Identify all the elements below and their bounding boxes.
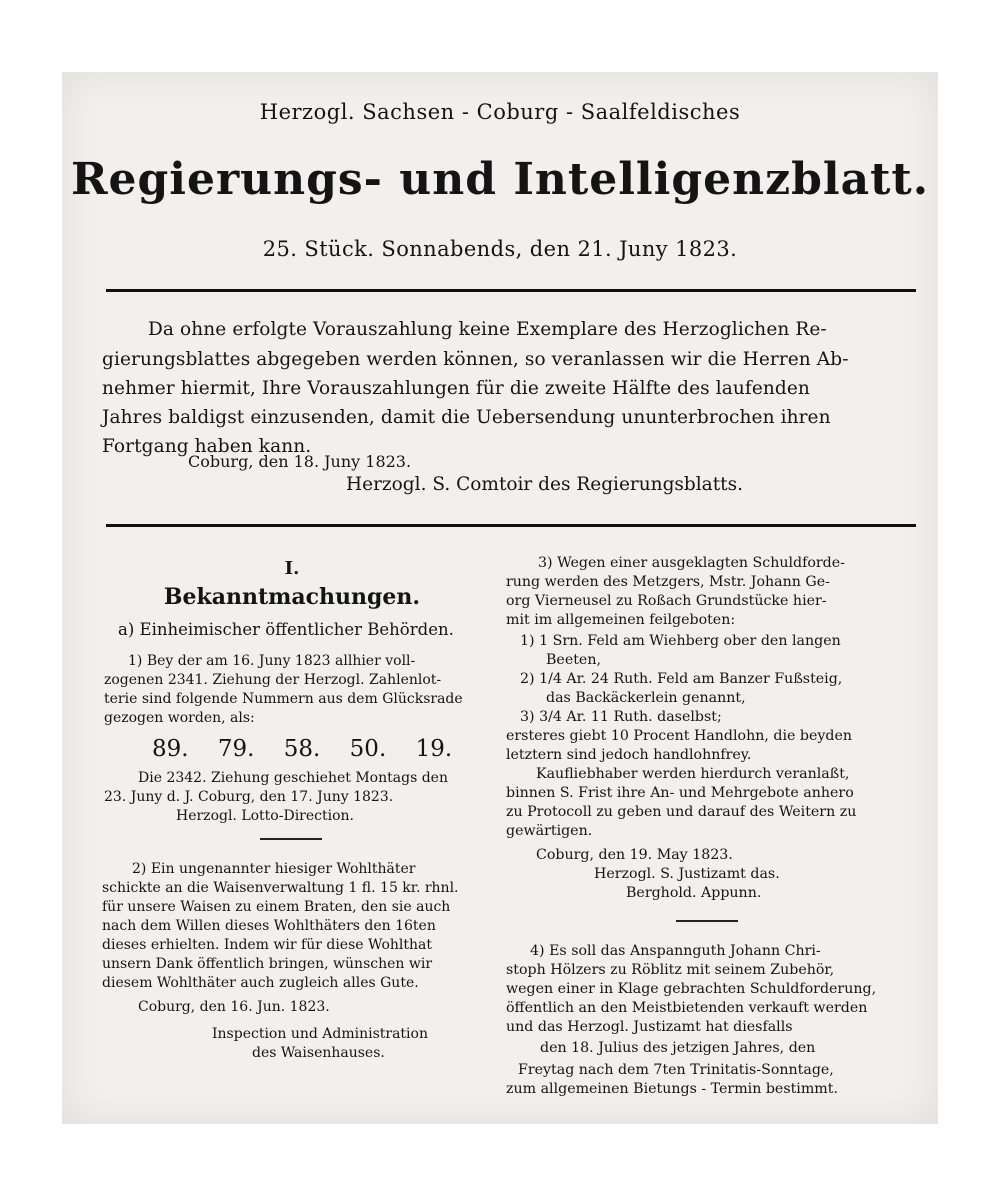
item3-after-line: zu Protocoll zu geben und darauf des Weitern zu: [506, 804, 857, 820]
item3-place-date: Coburg, den 19. May 1823.: [536, 847, 733, 863]
item3-after-line: Kaufliebhaber werden hierdurch veranlaßt,: [536, 766, 850, 782]
item3-line: rung werden des Metzgers, Mstr. Johann Ge-: [506, 574, 830, 590]
separator: [676, 920, 738, 922]
item2-place-date: Coburg, den 16. Jun. 1823.: [138, 999, 330, 1015]
masthead-rule: [106, 289, 916, 292]
item1-after-line: 23. Juny d. J. Coburg, den 17. Juny 1823.: [104, 789, 394, 805]
notice-signature: Herzogl. S. Comtoir des Regierungsblatts.: [346, 474, 743, 495]
item1-line: zogenen 2341. Ziehung der Herzogl. Zahlenlot-: [104, 672, 442, 688]
item3-after-line: binnen S. Frist ihre An- und Mehrgebote anhero: [506, 785, 854, 801]
item3-list-line: Beeten,: [546, 652, 601, 668]
notice-line: Jahres baldigst einzusenden, damit die Uebersendung ununterbrochen ihren: [102, 407, 831, 428]
item4-line: zum allgemeinen Bietungs - Termin bestimmt.: [506, 1081, 838, 1097]
item3-after-line: ersteres giebt 10 Procent Handlohn, die beyden: [506, 728, 853, 744]
notice-rule: [106, 524, 916, 527]
item3-line: mit im allgemeinen feilgeboten:: [506, 612, 736, 628]
item4-line: 4) Es soll das Anspannguth Johann Chri-: [530, 943, 821, 959]
item3-line: org Vierneusel zu Roßach Grundstücke hier-: [506, 593, 827, 609]
item3-after-line: gewärtigen.: [506, 823, 593, 839]
item2-line: schickte an die Waisenverwaltung 1 fl. 15 kr. rhnl.: [102, 880, 459, 896]
item1-line: gezogen worden, als:: [104, 710, 255, 726]
item2-line: 2) Ein ungenannter hiesiger Wohlthäter: [132, 861, 416, 877]
item4-line: wegen einer in Klage gebrachten Schuldforderung,: [506, 981, 877, 997]
item1-line: 1) Bey der am 16. Juny 1823 allhier voll-: [128, 653, 416, 669]
item4-line: Freytag nach dem 7ten Trinitatis-Sonntage,: [518, 1062, 834, 1078]
masthead-title: Regierungs- und Intelligenzblatt.: [70, 154, 930, 205]
item4-line: und das Herzogl. Justizamt hat diesfalls: [506, 1019, 793, 1035]
item2-line: dieses erhielten. Indem wir für diese Wohlthat: [102, 937, 432, 953]
lottery-number: 79.: [217, 736, 255, 762]
item4-line: stoph Hölzers zu Röblitz mit seinem Zubehör,: [506, 962, 835, 978]
item3-line: 3) Wegen einer ausgeklagten Schuldforde-: [538, 555, 845, 571]
item3-list-line: 1) 1 Srn. Feld am Wiehberg ober den langen: [520, 633, 841, 649]
item2-line: für unsere Waisen zu einem Braten, den sie auch: [102, 899, 451, 915]
notice-line: Da ohne erfolgte Vorauszahlung keine Exemplare des Herzoglichen Re-: [148, 319, 827, 340]
separator: [260, 838, 322, 840]
item4-line: öffentlich an den Meistbietenden verkauft werden: [506, 1000, 868, 1016]
section-title: Bekanntmachungen.: [163, 584, 421, 610]
notice-line: Fortgang haben kann.: [102, 436, 312, 457]
item1-signature: Herzogl. Lotto-Direction.: [176, 808, 354, 824]
lottery-number: 19.: [415, 736, 453, 762]
masthead-top-line: Herzogl. Sachsen - Coburg - Saalfeldisches: [259, 100, 741, 124]
lottery-number: 50.: [349, 736, 387, 762]
notice-line: gierungsblattes abgegeben werden können, so veranlassen wir die Herren Ab-: [102, 349, 849, 370]
subsection-title: a) Einheimischer öffentlicher Behörden.: [118, 620, 454, 639]
item2-signature-line: Inspection und Administration: [212, 1026, 428, 1042]
newspaper-page: [62, 72, 938, 1124]
section-number: I.: [284, 558, 300, 579]
lottery-number: 58.: [283, 736, 321, 762]
item3-signature-line: Herzogl. S. Justizamt das.: [594, 866, 780, 882]
item1-after-line: Die 2342. Ziehung geschiehet Montags den: [138, 770, 448, 786]
item3-list-line: 3) 3/4 Ar. 11 Ruth. daselbst;: [520, 709, 722, 725]
item2-line: unsern Dank öffentlich bringen, wünschen wir: [102, 956, 433, 972]
item4-line: den 18. Julius des jetzigen Jahres, den: [540, 1040, 816, 1056]
item3-list-line: das Backäckerlein genannt,: [546, 690, 746, 706]
notice-place-date: Coburg, den 18. Juny 1823.: [188, 452, 412, 471]
lottery-numbers: [152, 736, 452, 762]
item3-after-line: letztern sind jedoch handlohnfrey.: [506, 747, 752, 763]
notice-line: nehmer hiermit, Ihre Vorauszahlungen für die zweite Hälfte des laufenden: [102, 378, 810, 399]
item2-line: diesem Wohlthäter auch zugleich alles Gute.: [102, 975, 419, 991]
issue-line: 25. Stück. Sonnabends, den 21. Juny 1823.: [262, 237, 738, 261]
lottery-number: 89.: [152, 736, 189, 762]
item1-line: terie sind folgende Nummern aus dem Glücksrade: [104, 691, 463, 707]
item2-line: nach dem Willen dieses Wohlthäters den 16ten: [102, 918, 436, 934]
item2-signature-line: des Waisenhauses.: [252, 1045, 385, 1061]
item3-signature-line: Berghold. Appunn.: [626, 885, 762, 901]
item3-list-line: 2) 1/4 Ar. 24 Ruth. Feld am Banzer Fußsteig,: [520, 671, 843, 687]
